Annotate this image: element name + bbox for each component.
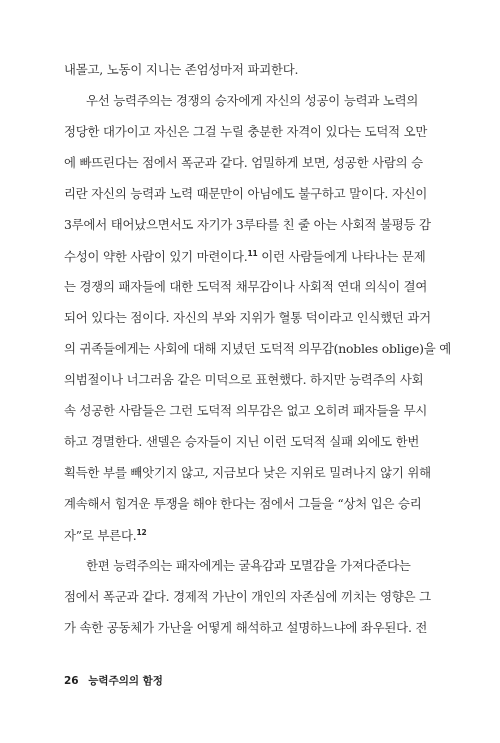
body-line: 는 경쟁의 패자들에 대한 도덕적 채무감이나 사회적 연대 의식이 결여 [64,279,428,294]
body-line: 되어 있다는 점이다. 자신의 부와 지위가 혈통 덕이라고 인식했던 과거 [64,310,431,325]
body-line: 리란 자신의 능력과 노력 때문만이 아님에도 불구하고 말이다. 자신이 [64,186,428,201]
body-line: 획득한 부를 빼앗기지 않고, 지금보다 낮은 지위로 밀려나지 않기 위해 [64,465,431,480]
body-line: 한편 능력주의는 패자에게는 굴욕감과 모멸감을 가져다준다는 [86,558,411,573]
body-line: 정당한 대가이고 자신은 그걸 누릴 충분한 자격이 있다는 도덕적 오만 [64,124,428,139]
body-text: 이런 사람들에게 나타나는 문제 [257,249,426,264]
book-title: 능력주의의 함정 [88,675,163,687]
body-line: 속 성공한 사람들은 그런 도덕적 의무감은 없고 오히려 패자들을 무시 [64,403,428,418]
body-line: 가 속한 공동체가 가난을 어떻게 해석하고 설명하느냐에 좌우된다. 전 [64,620,428,635]
body-line: 의 귀족들에게는 사회에 대해 지녔던 도덕적 의무감(nobles oblige)을 예 [64,341,452,356]
body-text: 수성이 약한 사람이 있기 마련이다. [64,249,248,264]
body-line: 계속해서 힘겨운 투쟁을 해야 한다는 점에서 그들을 “상처 입은 승리 [64,496,422,511]
body-line: 에 빠뜨린다는 점에서 폭군과 같다. 엄밀하게 보면, 성공한 사람의 승 [64,155,423,170]
footnote-ref-11[interactable]: 11 [247,249,258,258]
body-line: 의범절이나 너그러움 같은 미덕으로 표현했다. 하지만 능력주의 사회 [64,372,424,387]
body-line [64,250,438,263]
body-line: 3루에서 태어났으면서도 자기가 3루타를 친 줄 아는 사회적 불평등 감 [64,217,431,232]
page-number: 26 [64,675,79,687]
body-line: 내몰고, 노동이 지니는 존엄성마저 파괴한다. [64,62,299,77]
footnote-ref-12[interactable]: 12 [136,528,147,537]
body-line: 점에서 폭군과 같다. 경제적 가난이 개인의 자존심에 끼치는 영향은 그 [64,589,431,604]
body-line: 하고 경멸한다. 샌델은 승자들이 지닌 이런 도덕적 실패 외에도 한번 [64,434,420,449]
body-line [64,529,438,542]
body-text: 자”로 부른다. [64,528,137,543]
page-footer [64,673,163,688]
body-line: 우선 능력주의는 경쟁의 승자에게 자신의 성공이 능력과 노력의 [86,93,419,108]
